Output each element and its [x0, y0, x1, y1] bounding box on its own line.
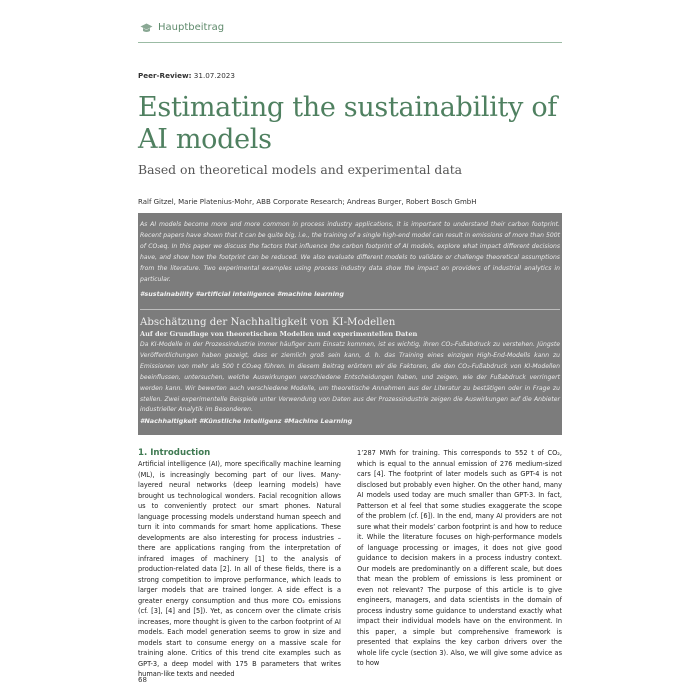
keywords-german: #Nachhaltigkeit #Künstliche Intelligenz #Machine Learning	[140, 417, 353, 425]
peer-review-label: Peer-Review:	[138, 71, 192, 80]
german-title: Abschätzung der Nachhaltigkeit von KI-Modellen	[140, 317, 396, 328]
body-column-right: 1’287 MWh for training. This corresponds to 552 t of CO₂, which is equal to the annual emission of 276 medium-sized cars [4]. The footprint of later models such as GPT-4 is not disclosed but probably even higher. On the other hand, many AI models used today are much smaller than GPT-3. In fact, Patterson et al feel that some studies exaggerate the scope of the problem (cf. [6]). In the end, many AI providers are not sure what their models’ carbon footprint is and how to reduce it. While the literature focuses on high-performance models of language processing or images, it does not give good guidance to decision makers in a process industry context. Our models are predominantly on a different scale, but does that mean the problem of emissions is less prominent or even not relevant? The purpose of this article is to give engineers, managers, and data scientists in the domain of process industry some guidance to understand exactly what impact their individual models have on the environment. In this paper, a simple but comprehensive framework is presented that explains the key carbon drivers over the whole life cycle (section 3). Also, we will give some advice as to how	[357, 449, 562, 667]
abstract-divider	[140, 309, 560, 310]
body-column-left: Artificial intelligence (AI), more specifically machine learning (ML), is increasingly becoming part of our lives. Many-layered neural networks (deep learning models) have brought us technological wonders. Facial recognition allows us to conveniently protect our smart phones. Natural language processing models understand human speech and turn it into commands for smart home applications. These developments are also interesting for process industries – there are applications ranging from the interpretation of infrared images of machinery [1] to the analysis of production-related data [2]. In all of these fields, there is a strong competition to improve performance, which leads to larger models that are trained longer. A side effect is a greater energy consumption and thus more CO₂ emissions (cf. [3], [4] and [5]). Yet, as concern over the climate crisis increases, more thought is given to the carbon footprint of AI models. Each model generation seems to grow in size and models start to consume energy on a massive scale for training alone. Critics of this trend cite examples such as GPT-3, a deep model with 175 B parameters that writes human-like texts and needed	[138, 460, 341, 678]
article-subtitle: Based on theoretical models and experimental data	[138, 162, 463, 177]
peer-review-date: 31.07.2023	[193, 71, 235, 80]
header-divider	[138, 42, 562, 43]
section-heading: 1. Introduction	[138, 448, 211, 458]
abstract-english: As AI models become more and more common in process industry applications, it is important to understand their carbon footprint. Recent papers have shown that it can be quite big, i.e., the training of a single high-end model can result in emissions of more than 500t of CO₂eq. In this paper we discuss the factors that influence the carbon footprint of AI models, explore what impact different decisions have, and show how the footprint can be reduced. We also evaluate different models to validate or challenge theoretical assumptions from the literature. Two experimental examples using process industry data show the impact on providers of industrial analytics in particular.	[140, 221, 560, 283]
abstract-german: Da KI-Modelle in der Prozessindustrie immer häufiger zum Einsatz kommen, ist es wichtig, ihren CO₂-Fußabdruck zu verstehen. Jüngste Veröffentlichungen haben gezeigt, dass er ziemlich groß sein kann, d. h. das Training eines einzigen High-End-Modells kann zu Emissionen von mehr als 500 t CO₂eq führen. In diesem Beitrag erörtern wir die Faktoren, die den CO₂-Fußabdruck von KI-Modellen beeinflussen, untersuchen, welche Auswirkungen verschiedene Entscheidungen haben, und zeigen, wie der Fußabdruck verringert werden kann. Wir bewerten auch verschiedene Modelle, um theoretische Annahmen aus der Literatur zu bestätigen oder in Frage zu stellen. Zwei experimentelle Beispiele unter Verwendung von Daten aus der Prozessindustrie zeigen die Auswirkungen auf die Anbieter industrieller Analytik im Besonderen.	[140, 341, 560, 414]
german-subtitle: Auf der Grundlage von theoretischen Modellen und experimentellen Daten	[140, 330, 418, 338]
graduation-cap-icon	[140, 23, 153, 33]
section-label: Hauptbeitrag	[158, 22, 225, 33]
article-title: Estimating the sustainability of AI models	[138, 92, 557, 155]
author-list: Ralf Gitzel, Marie Platenius-Mohr, ABB Corporate Research; Andreas Burger, Robert Bosch GmbH	[138, 198, 477, 206]
keywords-english: #sustainability #artificial intelligence #machine learning	[140, 290, 344, 298]
page-number: 68	[138, 676, 147, 684]
peer-review-line	[138, 71, 235, 80]
